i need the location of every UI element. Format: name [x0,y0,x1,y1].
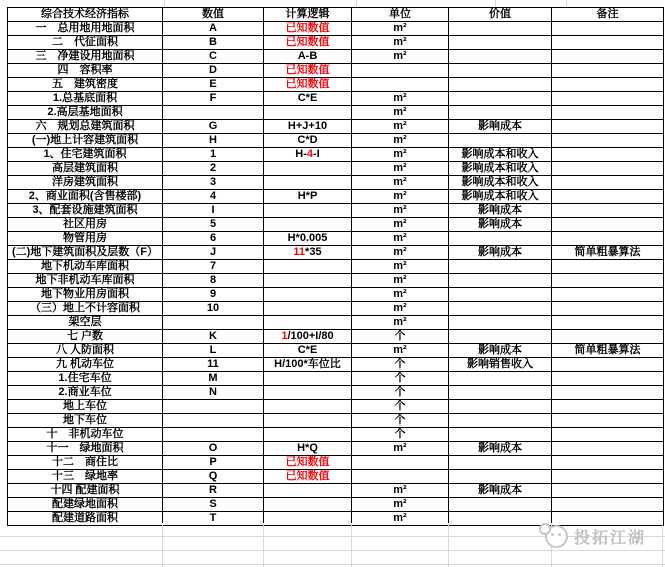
cell-unit[interactable]: 个 [352,400,449,414]
cell-unit[interactable]: m² [352,498,449,512]
cell-value[interactable]: 影响成本和收入 [449,176,552,190]
cell-formula[interactable] [264,414,352,428]
cell-unit[interactable]: 个 [352,428,449,442]
cell-value[interactable] [449,134,552,148]
cell-unit[interactable]: m² [352,344,449,358]
cell-formula[interactable] [264,442,352,456]
cell-indicator[interactable]: 十二 商住比 [8,456,163,470]
cell-formula[interactable] [264,484,352,498]
cell-indicator[interactable]: 洋房建筑面积 [8,176,163,190]
cell-indicator[interactable]: 十四 配建面积 [8,484,163,498]
table-row [8,134,664,148]
cell-code[interactable]: 6 [163,232,264,246]
cell-note[interactable] [552,330,664,344]
cell-formula[interactable] [264,120,352,134]
cell-indicator[interactable]: 1、住宅建筑面积 [8,148,163,162]
cell-indicator[interactable]: 2、商业面积(含售楼部) [8,190,163,204]
cell-value[interactable]: 影响成本和收入 [449,162,552,176]
table-row [8,176,664,190]
cell-note[interactable] [552,484,664,498]
formula-segment: /100+I/80 [287,330,334,342]
cell-formula[interactable] [264,134,352,148]
cell-code[interactable] [163,414,264,428]
gridline [162,523,163,567]
formula-segment: -I [313,148,320,160]
cell-value[interactable] [449,232,552,246]
cell-value[interactable] [449,386,552,400]
formula-segment: H*P [297,190,318,202]
cell-note[interactable]: 简单粗暴算法 [552,344,664,358]
cell-code[interactable]: 3 [163,176,264,190]
formula-segment: A-B [297,50,318,62]
cell-formula[interactable] [264,302,352,316]
formula-segment: H*0.005 [287,232,328,244]
cell-formula[interactable] [264,232,352,246]
cell-formula[interactable] [264,22,352,36]
cell-code[interactable]: 7 [163,260,264,274]
gridline [0,550,665,551]
cell-code[interactable] [163,316,264,330]
cell-note[interactable] [552,204,664,218]
cell-formula[interactable] [264,316,352,330]
cell-unit[interactable]: m² [352,484,449,498]
cell-code[interactable]: R [163,484,264,498]
column-header-0[interactable]: 综合技术经济指标 [8,8,163,22]
cell-indicator[interactable]: 一 总用地用地面积 [8,22,163,36]
table-row [8,498,664,512]
cell-note[interactable] [552,358,664,372]
cell-code[interactable]: E [163,78,264,92]
cell-code[interactable]: P [163,456,264,470]
cell-formula[interactable] [264,330,352,344]
cell-indicator[interactable]: 地下物业用房面积 [8,288,163,302]
formula-segment-red: 已知数值 [285,470,330,482]
cell-unit[interactable]: 个 [352,372,449,386]
cell-note[interactable] [552,218,664,232]
cell-code[interactable]: N [163,386,264,400]
cell-code[interactable]: S [163,498,264,512]
cell-indicator[interactable]: 2.商业车位 [8,386,163,400]
column-header-2[interactable]: 计算逻辑 [264,8,352,22]
table-row [8,428,664,442]
cell-formula[interactable] [264,50,352,64]
cell-formula[interactable] [264,78,352,92]
cell-code[interactable]: 9 [163,288,264,302]
cell-unit[interactable] [352,78,449,92]
cell-code[interactable]: 10 [163,302,264,316]
cell-value[interactable] [449,78,552,92]
cell-value[interactable] [449,22,552,36]
formula-segment-red: 已知数值 [285,78,330,90]
cell-unit[interactable]: m² [352,190,449,204]
cell-formula[interactable] [264,470,352,484]
table-row [8,316,664,330]
cell-formula[interactable] [264,106,352,120]
cell-value[interactable] [449,36,552,50]
cell-note[interactable] [552,400,664,414]
cell-formula[interactable] [264,288,352,302]
formula-segment-red: 1 [281,330,288,342]
cell-formula[interactable] [264,386,352,400]
table-row [8,330,664,344]
cell-note[interactable] [552,274,664,288]
cell-note[interactable] [552,442,664,456]
cell-value[interactable] [449,498,552,512]
cell-unit[interactable]: m² [352,232,449,246]
cell-formula[interactable] [264,400,352,414]
cell-unit[interactable]: m² [352,218,449,232]
cell-note[interactable] [552,50,664,64]
table-row [8,204,664,218]
cell-code[interactable]: K [163,330,264,344]
cell-formula[interactable] [264,176,352,190]
cell-formula[interactable] [264,246,352,260]
cell-value[interactable]: 影响销售收入 [449,358,552,372]
cell-indicator[interactable]: 十三 绿地率 [8,470,163,484]
cell-indicator[interactable]: 1.住宅车位 [8,372,163,386]
table-row [8,484,664,498]
formula-segment: C*E [297,92,318,104]
cell-value[interactable] [449,50,552,64]
cell-unit[interactable]: 个 [352,358,449,372]
cell-indicator[interactable]: 六 规划总建筑面积 [8,120,163,134]
cell-indicator[interactable]: 三 净建设用地面积 [8,50,163,64]
cell-indicator[interactable]: 五 建筑密度 [8,78,163,92]
cell-indicator[interactable]: 地下非机动车库面积 [8,274,163,288]
cell-code[interactable]: J [163,246,264,260]
cell-value[interactable]: 影响成本 [449,484,552,498]
table-row [8,442,664,456]
cell-code[interactable]: D [163,64,264,78]
cell-indicator[interactable]: 八 人防面积 [8,344,163,358]
table-row [8,274,664,288]
table-row [8,260,664,274]
cell-value[interactable]: 影响成本 [449,204,552,218]
cell-unit[interactable]: m² [352,106,449,120]
cell-code[interactable] [163,428,264,442]
cell-code[interactable]: T [163,512,264,526]
cell-value[interactable]: 影响成本和收入 [449,148,552,162]
cell-unit[interactable]: m² [352,260,449,274]
table-row [8,344,664,358]
cell-note[interactable] [552,176,664,190]
cell-indicator[interactable]: 十 非机动车位 [8,428,163,442]
table-row [8,78,664,92]
formula-segment: *35 [305,246,322,258]
cell-value[interactable]: 影响成本 [449,120,552,134]
gridline [351,523,352,567]
cell-formula[interactable] [264,92,352,106]
cell-code[interactable]: B [163,36,264,50]
gridline [263,523,264,567]
table-row [8,120,664,134]
cell-note[interactable] [552,512,664,526]
cell-unit[interactable]: 个 [352,386,449,400]
cell-unit[interactable]: m² [352,120,449,134]
cell-value[interactable] [449,428,552,442]
table-row [8,372,664,386]
cell-formula[interactable] [264,372,352,386]
cell-code[interactable]: O [163,442,264,456]
cell-note[interactable] [552,428,664,442]
cell-code[interactable]: 11 [163,358,264,372]
cell-code[interactable]: I [163,204,264,218]
cell-note[interactable] [552,260,664,274]
cell-code[interactable]: 2 [163,162,264,176]
formula-segment: H*Q [297,442,318,454]
formula-segment: H+J+10 [287,120,328,132]
cell-unit[interactable]: m² [352,162,449,176]
cell-note[interactable] [552,232,664,246]
table-row [8,246,664,260]
cell-unit[interactable]: m² [352,274,449,288]
cell-unit[interactable]: m² [352,148,449,162]
cell-indicator[interactable]: 地上车位 [8,400,163,414]
cell-note[interactable] [552,64,664,78]
cell-formula[interactable] [264,148,352,162]
cell-value[interactable] [449,372,552,386]
cell-value[interactable] [449,288,552,302]
cell-note[interactable] [552,302,664,316]
cell-value[interactable] [449,400,552,414]
cell-note[interactable] [552,498,664,512]
table-row [8,50,664,64]
watermark [545,525,646,548]
indicators-table [7,7,664,526]
cell-unit[interactable]: m² [352,288,449,302]
cell-value[interactable] [449,456,552,470]
cell-unit[interactable]: m² [352,50,449,64]
cell-note[interactable] [552,190,664,204]
table-row [8,36,664,50]
gridline [0,564,665,565]
cell-unit[interactable]: m² [352,316,449,330]
cell-formula[interactable] [264,512,352,526]
cell-note[interactable] [552,456,664,470]
cell-unit[interactable]: m² [352,176,449,190]
cell-code[interactable]: 8 [163,274,264,288]
header-row [8,8,664,22]
cell-note[interactable] [552,470,664,484]
table-row [8,512,664,526]
formula-segment-red: 4 [306,148,313,160]
cell-formula[interactable] [264,64,352,78]
cell-value[interactable] [449,470,552,484]
cell-formula[interactable] [264,274,352,288]
cell-unit[interactable]: m² [352,36,449,50]
cell-note[interactable] [552,316,664,330]
cell-value[interactable]: 影响成本 [449,442,552,456]
cell-formula[interactable] [264,456,352,470]
cell-code[interactable]: C [163,50,264,64]
cell-note[interactable] [552,414,664,428]
cell-note[interactable] [552,162,664,176]
panda-logo-icon [545,525,568,548]
table-row [8,358,664,372]
gridline [164,0,165,7]
cell-note[interactable] [552,148,664,162]
cell-code[interactable]: H [163,134,264,148]
formula-segment-red: 已知数值 [285,456,330,468]
column-header-4[interactable]: 价值 [449,8,552,22]
cell-value[interactable]: 影响成本 [449,344,552,358]
cell-value[interactable] [449,316,552,330]
cell-code[interactable] [163,400,264,414]
cell-indicator[interactable]: 2.高层基地面积 [8,106,163,120]
cell-value[interactable] [449,274,552,288]
cell-value[interactable] [449,106,552,120]
cell-formula[interactable] [264,204,352,218]
formula-segment-red: 已知数值 [285,22,330,34]
formula-segment: H/100*车位比 [274,358,341,370]
cell-formula[interactable] [264,218,352,232]
cell-value[interactable] [449,414,552,428]
cell-indicator[interactable]: 二 代征面积 [8,36,163,50]
cell-formula[interactable] [264,162,352,176]
table-row [8,386,664,400]
cell-formula[interactable] [264,428,352,442]
cell-unit[interactable]: m² [352,92,449,106]
cell-note[interactable] [552,288,664,302]
formula-segment: C*E [297,344,318,356]
cell-indicator[interactable]: (二)地下建筑面积及层数（F） [8,246,163,260]
table-row [8,190,664,204]
cell-note[interactable] [552,120,664,134]
cell-value[interactable] [449,64,552,78]
cell-indicator[interactable]: 七 户数 [8,330,163,344]
cell-note[interactable] [552,78,664,92]
table-row [8,470,664,484]
cell-note[interactable]: 简单粗暴算法 [552,246,664,260]
cell-note[interactable] [552,134,664,148]
column-header-1[interactable]: 数值 [163,8,264,22]
formula-segment-red: 11 [293,246,306,258]
cell-code[interactable]: L [163,344,264,358]
cell-formula[interactable] [264,344,352,358]
cell-unit[interactable]: 个 [352,414,449,428]
formula-segment-red: 已知数值 [285,36,330,48]
cell-value[interactable]: 影响成本 [449,246,552,260]
cell-code[interactable]: 5 [163,218,264,232]
cell-indicator[interactable]: 1.总基底面积 [8,92,163,106]
cell-formula[interactable] [264,498,352,512]
cell-unit[interactable] [352,470,449,484]
cell-note[interactable] [552,386,664,400]
cell-value[interactable] [449,330,552,344]
cell-formula[interactable] [264,190,352,204]
cell-code[interactable]: 4 [163,190,264,204]
cell-unit[interactable]: m² [352,442,449,456]
formula-segment: H- [295,148,307,160]
table-row [8,414,664,428]
cell-code[interactable]: Q [163,470,264,484]
table-row [8,218,664,232]
cell-value[interactable]: 影响成本 [449,218,552,232]
cell-note[interactable] [552,106,664,120]
cell-value[interactable] [449,302,552,316]
formula-segment: C*D [297,134,318,146]
table-row [8,288,664,302]
cell-code[interactable]: A [163,22,264,36]
cell-unit[interactable] [352,64,449,78]
cell-indicator[interactable]: （三）地上不计容面积 [8,302,163,316]
cell-unit[interactable]: 个 [352,330,449,344]
cell-indicator[interactable]: 九 机动车位 [8,358,163,372]
cell-unit[interactable]: m² [352,134,449,148]
cell-indicator[interactable]: 地下机动车库面积 [8,260,163,274]
gridline [495,0,496,7]
cell-note[interactable] [552,22,664,36]
cell-unit[interactable]: m² [352,512,449,526]
table-row [8,64,664,78]
table-row [8,22,664,36]
cell-unit[interactable]: m² [352,302,449,316]
cell-value[interactable]: 影响成本和收入 [449,190,552,204]
cell-indicator[interactable]: 四 容积率 [8,64,163,78]
cell-formula[interactable] [264,260,352,274]
gridline [356,0,357,7]
table-row [8,162,664,176]
cell-indicator[interactable]: 物管用房 [8,232,163,246]
cell-note[interactable] [552,36,664,50]
cell-unit[interactable] [352,456,449,470]
cell-indicator[interactable]: 架空层 [8,316,163,330]
cell-code[interactable]: F [163,92,264,106]
cell-note[interactable] [552,92,664,106]
cell-unit[interactable]: m² [352,204,449,218]
table-row [8,148,664,162]
formula-segment-red: 已知数值 [285,64,330,76]
cell-code[interactable]: G [163,120,264,134]
cell-unit[interactable]: m² [352,246,449,260]
gridline [566,0,567,7]
cell-formula[interactable] [264,358,352,372]
column-header-3[interactable]: 单位 [352,8,449,22]
table-row [8,456,664,470]
table-row [8,106,664,120]
table-row [8,400,664,414]
watermark-text: 投拓江湖 [574,530,647,547]
cell-indicator[interactable]: 十一 绿地面积 [8,442,163,456]
gridline [448,523,449,567]
cell-indicator[interactable]: (一)地上计容建筑面积 [8,134,163,148]
cell-code[interactable] [163,106,264,120]
cell-indicator[interactable]: 配建绿地面积 [8,498,163,512]
table-row [8,232,664,246]
cell-note[interactable] [552,372,664,386]
gridline [662,523,663,567]
table-row [8,302,664,316]
cell-formula[interactable] [264,36,352,50]
cell-unit[interactable]: m² [352,22,449,36]
column-header-5[interactable]: 备注 [552,8,664,22]
cell-value[interactable] [449,92,552,106]
cell-indicator[interactable]: 社区用房 [8,218,163,232]
cell-code[interactable]: M [163,372,264,386]
cell-indicator[interactable]: 配建道路面积 [8,512,163,526]
cell-indicator[interactable]: 高层建筑面积 [8,162,163,176]
cell-value[interactable] [449,512,552,526]
table-row [8,92,664,106]
cell-code[interactable]: 1 [163,148,264,162]
cell-value[interactable] [449,260,552,274]
cell-indicator[interactable]: 3、配套设施建筑面积 [8,204,163,218]
cell-indicator[interactable]: 地下车位 [8,414,163,428]
